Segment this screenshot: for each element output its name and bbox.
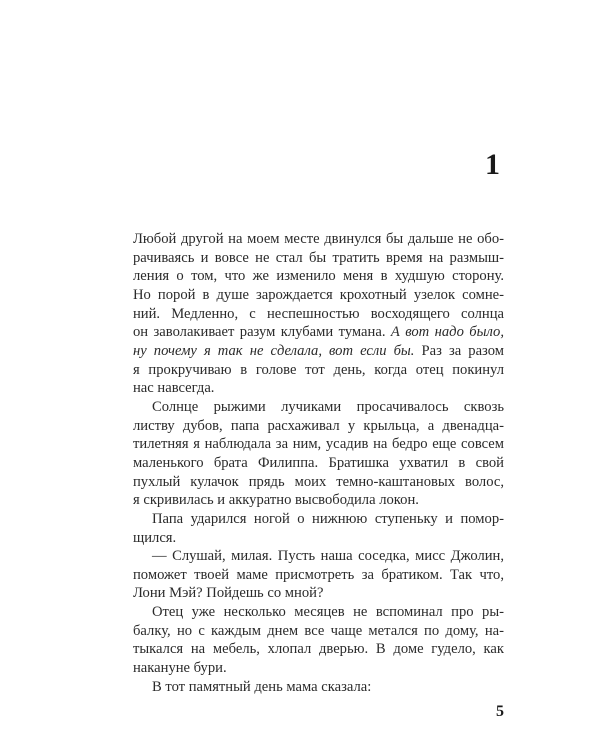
text-line: накануне бури.: [133, 660, 227, 677]
text-line: [133, 323, 504, 342]
text-span: Раз за разом: [414, 342, 504, 359]
text-line: маленького брата Филиппа. Братишка ухватил в свой: [133, 454, 504, 471]
text-line: Лони Мэй? Пойдешь со мной?: [133, 585, 324, 602]
text-line: Папа ударился ногой о нижнюю ступеньку и помор-: [152, 510, 504, 527]
text-line: [133, 342, 504, 361]
text-line: ний. Медленно, с неспешностью восходящего солнца: [133, 305, 504, 322]
text-line: рачиваясь и вовсе не стал бы тратить время на размыш-: [133, 249, 504, 266]
text-line: листву дубов, папа расхаживал у крыльца, а двенадца-: [133, 417, 504, 434]
text-line: Но порой в душе зарождается крохотный узелок сомне-: [133, 286, 504, 303]
text-line: я скривилась и аккуратно высвободила локон.: [133, 492, 419, 509]
text-line: Солнце рыжими лучиками просачивалось сквозь: [152, 398, 504, 415]
text-line: я прокручиваю в голове тот день, когда отец покинул: [133, 361, 504, 378]
page-number: 5: [496, 703, 504, 720]
text-line: нас навсегда.: [133, 380, 215, 397]
chapter-number: 1: [485, 148, 500, 181]
text-line: тыкался на мебель, хлопал дверью. В доме гудело, как: [133, 641, 504, 658]
text-line: пухлый кулачок прядь моих темно-каштановых волос,: [133, 473, 504, 490]
italic-text: ну почему я так не сделала, вот если бы.: [133, 342, 415, 359]
text-line: тилетняя я наблюдала за ним, усадив на бедро еще совсем: [133, 436, 504, 453]
text-line: щился.: [133, 529, 177, 546]
text-line: ления о том, что же изменило меня в худшую сторону.: [133, 268, 504, 285]
text-span: он заволакивает разум клубами тумана.: [133, 324, 391, 341]
text-line: Любой другой на моем месте двинулся бы дальше не обо-: [133, 231, 504, 247]
body-text: [133, 230, 504, 696]
text-line: балку, но с каждым днем все чаще метался по дому, на-: [133, 622, 504, 639]
italic-text: А вот надо было,: [390, 324, 505, 341]
text-line: поможет твоей маме присмотреть за братиком. Так что,: [133, 566, 504, 583]
text-line: В тот памятный день мама сказала:: [152, 678, 372, 695]
text-line: Отец уже несколько месяцев не вспоминал про ры-: [152, 604, 504, 621]
text-line: — Слушай, милая. Пусть наша соседка, мисс Джолин,: [152, 548, 504, 565]
